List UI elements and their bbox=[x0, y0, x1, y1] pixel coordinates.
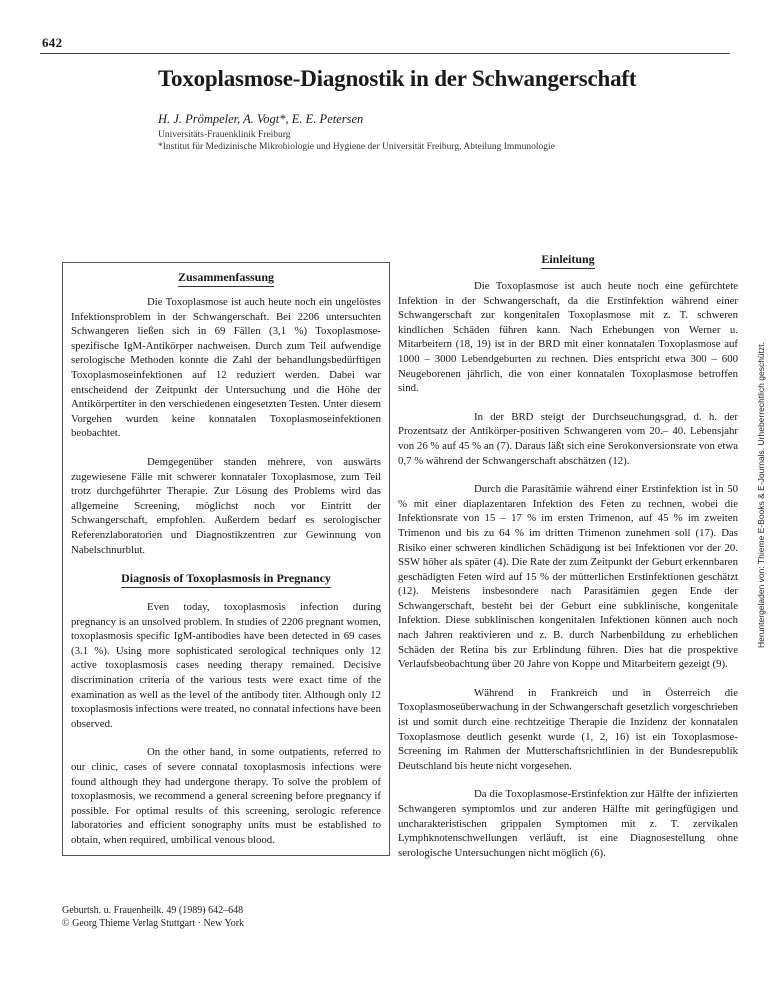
introduction-paragraph-5: Da die Toxoplasmose-Erstinfektion zur Hälfte der infizierten Schwangeren symptomlos und zur anderen Hälfte mit geringfügigen und uncharakteristischen grippalen Symptomen mit z. T. zervikalen Lymphknotenschwellungen verläuft, ist eine Diagnosestellung ohne serologische Untersuchungen nicht möglich (6). bbox=[398, 788, 738, 859]
citation-journal: Geburtsh. u. Frauenheilk. 49 (1989) 642–648 bbox=[62, 905, 244, 916]
article-title: Toxoplasmose-Diagnostik in der Schwangerschaft bbox=[158, 66, 637, 91]
introduction-paragraph-2: In der BRD steigt der Durchseuchungsgrad, d. h. der Prozentsatz der Antikörper-positiven Schwangeren vom 20.– 40. Lebensjahr von 26 % auf 45 % an (7). Daraus läßt sich eine Serokonversionsrate von etwa 0,7 % während der Schwangerschaft abschätzen (12). bbox=[398, 410, 738, 467]
introduction-column bbox=[398, 252, 738, 874]
summary-box bbox=[62, 262, 390, 856]
introduction-heading: Einleitung bbox=[398, 252, 738, 269]
citation-publisher: © Georg Thieme Verlag Stuttgart · New York bbox=[62, 917, 245, 929]
introduction-paragraph-1: Die Toxoplasmose ist auch heute noch eine gefürchtete Infektion in der Schwangerschaft, da die Erstinfektion während einer Schwangerschaft zur kongenitalen Toxoplasmose mit z. T. schweren kindlichen Schäden führen kann. Nach Erhebungen von Werner u. Mitarbeitern (18, 19) ist in der BRD mit einer konnatalen Toxoplasmose auf 1000 – 3000 Lebendgeburten zu rechnen. Dies entspricht etwa 300 – 600 Neugeborenen jährlich, die von einer konnatalen Toxoplasmose betroffen sind. bbox=[398, 280, 738, 395]
summary-paragraph-1: Die Toxoplasmose ist auch heute noch ein ungelöstes Infektionsproblem in der Schwangerschaft. Bei 2206 untersuchten Schwangeren ließen sich in 69 Fällen (3,1 %) Toxoplasmose-spezifische IgM-Antikörper nachweisen. Durch zum Teil aufwendige serologische Methoden konnte die Zahl der behandlungsbedürftigen Toxoplasmoseinfektionen auf 12 reduziert werden. Dabei war entscheidend der Zeitpunkt der Untersuchung und die Höhe der Antikörpertiter in den verschiedenen eingesetzten Testen. Unter diesem Vorgehen wurden keine konnatalen Toxoplasmoseinfektionen beobachtet. bbox=[71, 296, 381, 440]
affiliation-1: Universitäts-Frauenklinik Freiburg bbox=[158, 130, 291, 140]
journal-citation bbox=[62, 905, 392, 930]
summary-heading: Zusammenfassung bbox=[71, 270, 381, 287]
english-abstract-heading: Diagnosis of Toxoplasmosis in Pregnancy bbox=[71, 571, 381, 588]
english-abstract-paragraph-1: Even today, toxoplasmosis infection during pregnancy is an unsolved problem. In studies of 2206 pregnant women, toxoplasmosis specific IgM-antibodies have been detected in 69 cases (3.1 %). Using more sophisticated serological techniques only 12 active toxoplasmosis cases needing therapy remained. Decisive discrimination criteria of the various tests were exact time of the examination as well as the level of the antibody titer. Although only 12 toxoplasmosis infections were treated, no connatal infections have been observed. bbox=[71, 601, 381, 730]
affiliation-2: *Institut für Medizinische Mikrobiologie und Hygiene der Universität Freiburg, Abteilung Immunologie bbox=[158, 142, 555, 152]
header-rule bbox=[40, 53, 730, 54]
introduction-paragraph-3: Durch die Parasitämie während einer Erstinfektion ist in 50 % mit einer diaplazentaren Infektion des Feten zu rechnen, wobei die Infektionsrate von 15 – 17 % im ersten Trimenon, auf 45 % im zweiten Trimenon und bis zu 64 % im dritten Trimenon zunehmen soll (17). Das Risiko einer schweren kindlichen Schädigung ist bei Infektionen vor der 20. SSW höher als später (4). Die Rate der zum Zeitpunkt der Geburt erkennbaren geschädigten Feten wird auf 15 % der mütterlichen Erstinfektionen geschätzt (12). Meistens insbesondere nach Parasitämien gegen Ende der Schwangerschaft, besteht bei der Geburt eine subklinische, kongenitale Infektion. Diese subklinischen kongenitalen Infektionen können auch noch nach Jahren reaktivieren und z. B. durch Narbenbildung zu erheblichen Schäden der Retina bis zur Erblindung führen. Dies hat die prospektive Verlaufsbeobachtung über 20 Jahre von Koppe und Mitarbeitern gezeigt (9). bbox=[398, 483, 738, 671]
introduction-paragraph-4: Während in Frankreich und in Österreich die Toxoplasmoseüberwachung in der Schwangerschaft gesetzlich vorgeschrieben ist und somit durch eine rechtzeitige Therapie die Inzidenz der konnatalen Toxoplasmose deutlich gesenkt wurde (1, 2, 16) ist ein Toxoplasmose-Screening im Rahmen der Mutterschaftsrichtlinien in der Bundesrepublik Deutschland bis heute nicht vorgesehen. bbox=[398, 686, 738, 772]
authors: H. J. Prömpeler, A. Vogt*, E. E. Petersen bbox=[158, 112, 364, 126]
english-abstract-paragraph-2: On the other hand, in some outpatients, referred to our clinic, cases of severe connatal toxoplasmosis infections were found although they had undergone therapy. To solve the problem of toxoplasmosis, we recommend a general screening before pregnancy if possible. For optimal results of this screening, serologic reference laboratories and efficient sonography units must be established to obtain, when required, umbilical venous blood. bbox=[71, 746, 381, 846]
download-notice: Heruntergeladen von: Thieme E-Books & E-Journals. Urheberrechtlich geschützt. bbox=[756, 342, 766, 648]
summary-paragraph-2: Demgegenüber standen mehrere, von auswärts zugewiesene Fälle mit schwerer konnataler Toxoplasmose, zum Teil trotz durchgeführter Therapie. Zur Lösung des Problems wird das allgemeine Screening, möglichst noch vor Eintritt der Schwangerschaft, empfohlen. Außerdem bedarf es serologischer Referenzlaboratorien und Diagnostikzentren zur Gewinnung von Nabelschnurblut. bbox=[71, 455, 381, 556]
page-number: 642 bbox=[42, 35, 63, 50]
affiliations bbox=[158, 129, 728, 153]
